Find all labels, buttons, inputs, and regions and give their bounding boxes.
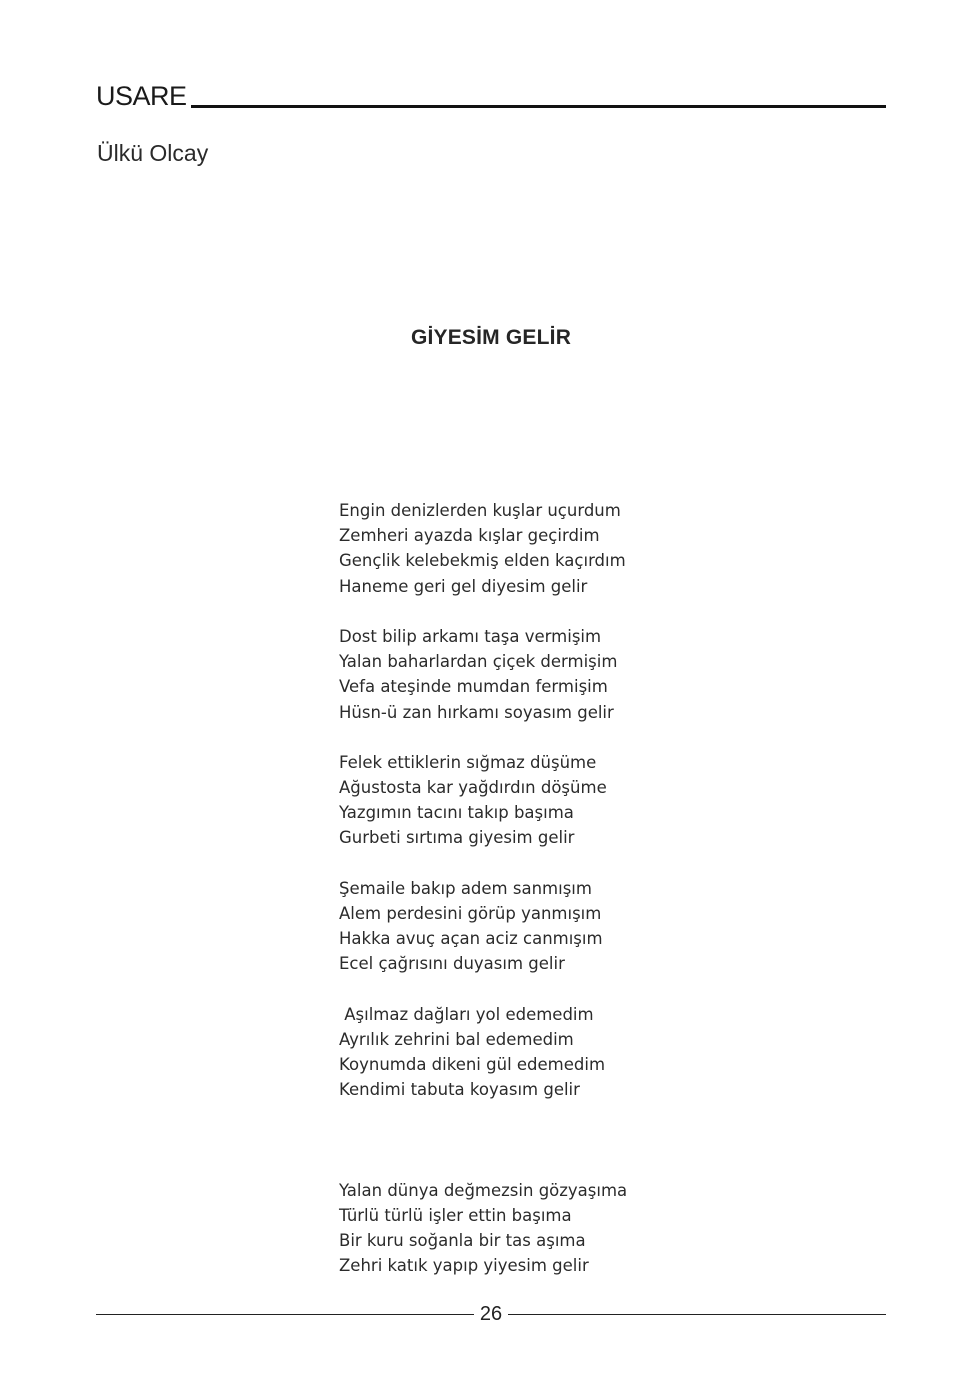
stanza-1 <box>339 498 627 599</box>
poem-line: Zehri katık yapıp yiyesim gelir <box>339 1256 589 1276</box>
poem-line: Yazgımın tacını takıp başıma <box>339 803 574 823</box>
stanza-gap <box>339 599 627 624</box>
poem-line: Gurbeti sırtıma giyesim gelir <box>339 828 575 848</box>
stanza-4 <box>339 876 627 977</box>
stanza-gap <box>339 1103 627 1178</box>
stanza-5 <box>339 1002 627 1103</box>
poem-line: Gençlik kelebekmiş elden kaçırdım <box>339 551 626 571</box>
poem-line: Hüsn-ü zan hırkamı soyasım gelir <box>339 702 614 722</box>
poem-title: GİYESİM GELİR <box>410 326 572 349</box>
poem-line: Engin denizlerden kuşlar uçurdum <box>339 501 621 520</box>
header-rule <box>191 105 886 108</box>
poem-line: Alem perdesini görüp yanmışım <box>339 904 602 923</box>
footer-rule-left <box>96 1314 474 1315</box>
author-name: Ülkü Olcay <box>97 140 209 166</box>
stanza-2 <box>339 624 627 725</box>
page-footer <box>96 1302 886 1326</box>
poem-line: Yalan baharlardan çiçek dermişim <box>339 652 618 672</box>
poem-line: Kendimi tabuta koyasım gelir <box>339 1080 580 1100</box>
poem-line: Zemheri ayazda kışlar geçirdim <box>339 526 600 546</box>
magazine-name: USARE <box>96 81 187 111</box>
stanza-gap <box>339 725 627 750</box>
poem-line: Ayrılık zehrini bal edemedim <box>339 1029 574 1049</box>
poem-body <box>339 498 627 1278</box>
poem-line: Şemaile bakıp adem sanmışım <box>339 878 592 898</box>
poem-line: Ecel çağrısını duyasım gelir <box>339 954 565 974</box>
poem-line: Felek ettiklerin sığmaz düşüme <box>339 752 597 772</box>
poem-line: Vefa ateşinde mumdan fermişim <box>339 677 608 697</box>
poem-line: Koynumda dikeni gül edemedim <box>339 1055 606 1075</box>
page-header <box>96 80 886 110</box>
stanza-gap <box>339 977 627 1002</box>
stanza-gap <box>339 851 627 876</box>
poem-line: Yalan dünya değmezsin gözyaşıma <box>339 1180 628 1200</box>
poem-line: Dost bilip arkamı taşa vermişim <box>339 626 602 646</box>
stanza-6 <box>339 1178 627 1279</box>
poem-line: Hakka avuç açan aciz canmışım <box>339 929 603 949</box>
stanza-3 <box>339 750 627 851</box>
poem-line: Haneme geri gel diyesim gelir <box>339 576 588 596</box>
poem-line: Bir kuru soğanla bir tas aşıma <box>339 1230 586 1250</box>
poem-line: Aşılmaz dağları yol edemedim <box>339 1004 594 1024</box>
poem-line: Türlü türlü işler ettin başıma <box>339 1205 572 1225</box>
footer-rule-right <box>508 1314 886 1315</box>
page-number: 26 <box>479 1303 503 1325</box>
poem-line: Ağustosta kar yağdırdın döşüme <box>339 778 607 798</box>
